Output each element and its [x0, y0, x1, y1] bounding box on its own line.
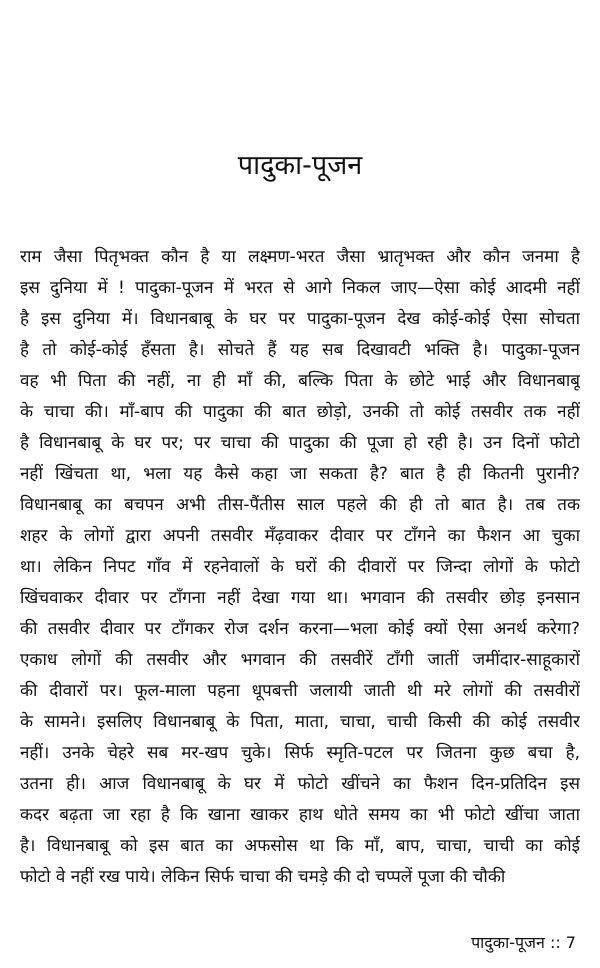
text-line: राम जैसा पितृभक्त कौन है या लक्ष्मण-भरत जैसा भ्रातृभक्त और कौन जनमा है: [20, 247, 580, 267]
text-line: उतना ही। आज विधानबाबू के घर में फोटो खींचने का फैशन दिन-प्रतिदिन इस: [20, 774, 580, 794]
text-line: की दीवारों पर। फूल-माला पहना धूपबत्ती जलायी जाती थी मरे लोगों की तसवीरों: [20, 681, 580, 701]
chapter-title: पादुका-पूजन: [237, 150, 363, 181]
page-footer: पादुका-पूजन :: 7: [471, 933, 576, 952]
text-line: के सामने। इसलिए विधानबाबू के पिता, माता, चाचा, चाची किसी की कोई तसवीर: [20, 712, 580, 732]
text-line: है इस दुनिया में। विधानबाबू के घर पर पादुका-पूजन देख कोई-कोई ऐसा सोचता: [20, 309, 580, 329]
text-line: फोटो वे नहीं रख पाये। लेकिन सिर्फ चाचा की चमड़े की दो चप्पलें पूजा की चौकी: [20, 867, 506, 887]
body-text: [20, 242, 580, 893]
text-line: कदर बढ़ता जा रहा है कि खाना खाकर हाथ धोते समय का भी फोटो खींचा जाता: [20, 805, 580, 825]
text-line: है विधानबाबू के घर पर; पर चाचा की पादुका की पूजा हो रही है। उन दिनों फोटो: [20, 433, 580, 453]
text-line: वह भी पिता की नहीं, ना ही माँ की, बल्कि पिता के छोटे भाई और विधानबाबू: [20, 371, 580, 391]
text-line: की तसवीर दीवार पर टाँगकर रोज दर्शन करना—भला कोई क्यों ऐसा अनर्थ करेगा?: [20, 619, 580, 639]
text-line: इस दुनिया में ! पादुका-पूजन में भरत से आगे निकल जाए—ऐसा कोई आदमी नहीं: [20, 278, 580, 298]
text-line: नहीं। उनके चेहरे सब मर-खप चुके। सिर्फ स्मृति-पटल पर जितना कुछ बचा है,: [20, 743, 580, 763]
text-line: है। विधानबाबू को इस बात का अफसोस था कि माँ, बाप, चाचा, चाची का कोई: [20, 836, 580, 856]
text-line: विधानबाबू का बचपन अभी तीस-पैंतीस साल पहले की ही तो बात है। तब तक: [20, 495, 580, 515]
text-line: शहर के लोगों द्वारा अपनी तसवीर मँढ़वाकर दीवार पर टाँगने का फैशन आ चुका: [20, 526, 580, 546]
text-line: खिंचवाकर दीवार पर टाँगना नहीं देखा गया था। भगवान की तसवीर छोड़ इनसान: [20, 588, 580, 608]
text-line: था। लेकिन निपट गाँव में रहनेवालों के घरों की दीवारों पर जिन्दा लोगों के फोटो: [20, 557, 580, 577]
text-line: एकाध लोगों की तसवीर और भगवान की तसवीरें टाँगी जातीं जमींदार-साहूकारों: [20, 650, 580, 670]
text-line: है तो कोई-कोई हँसता है। सोचते हैं यह सब दिखावटी भक्ति है। पादुका-पूजन: [20, 340, 580, 360]
text-line: के चाचा की। माँ-बाप की पादुका की बात छोड़ो, उनकी तो कोई तसवीर तक नहीं: [20, 402, 580, 422]
text-line: नहीं खिंचता था, भला यह कैसे कहा जा सकता है? बात है ही कितनी पुरानी?: [20, 464, 580, 484]
